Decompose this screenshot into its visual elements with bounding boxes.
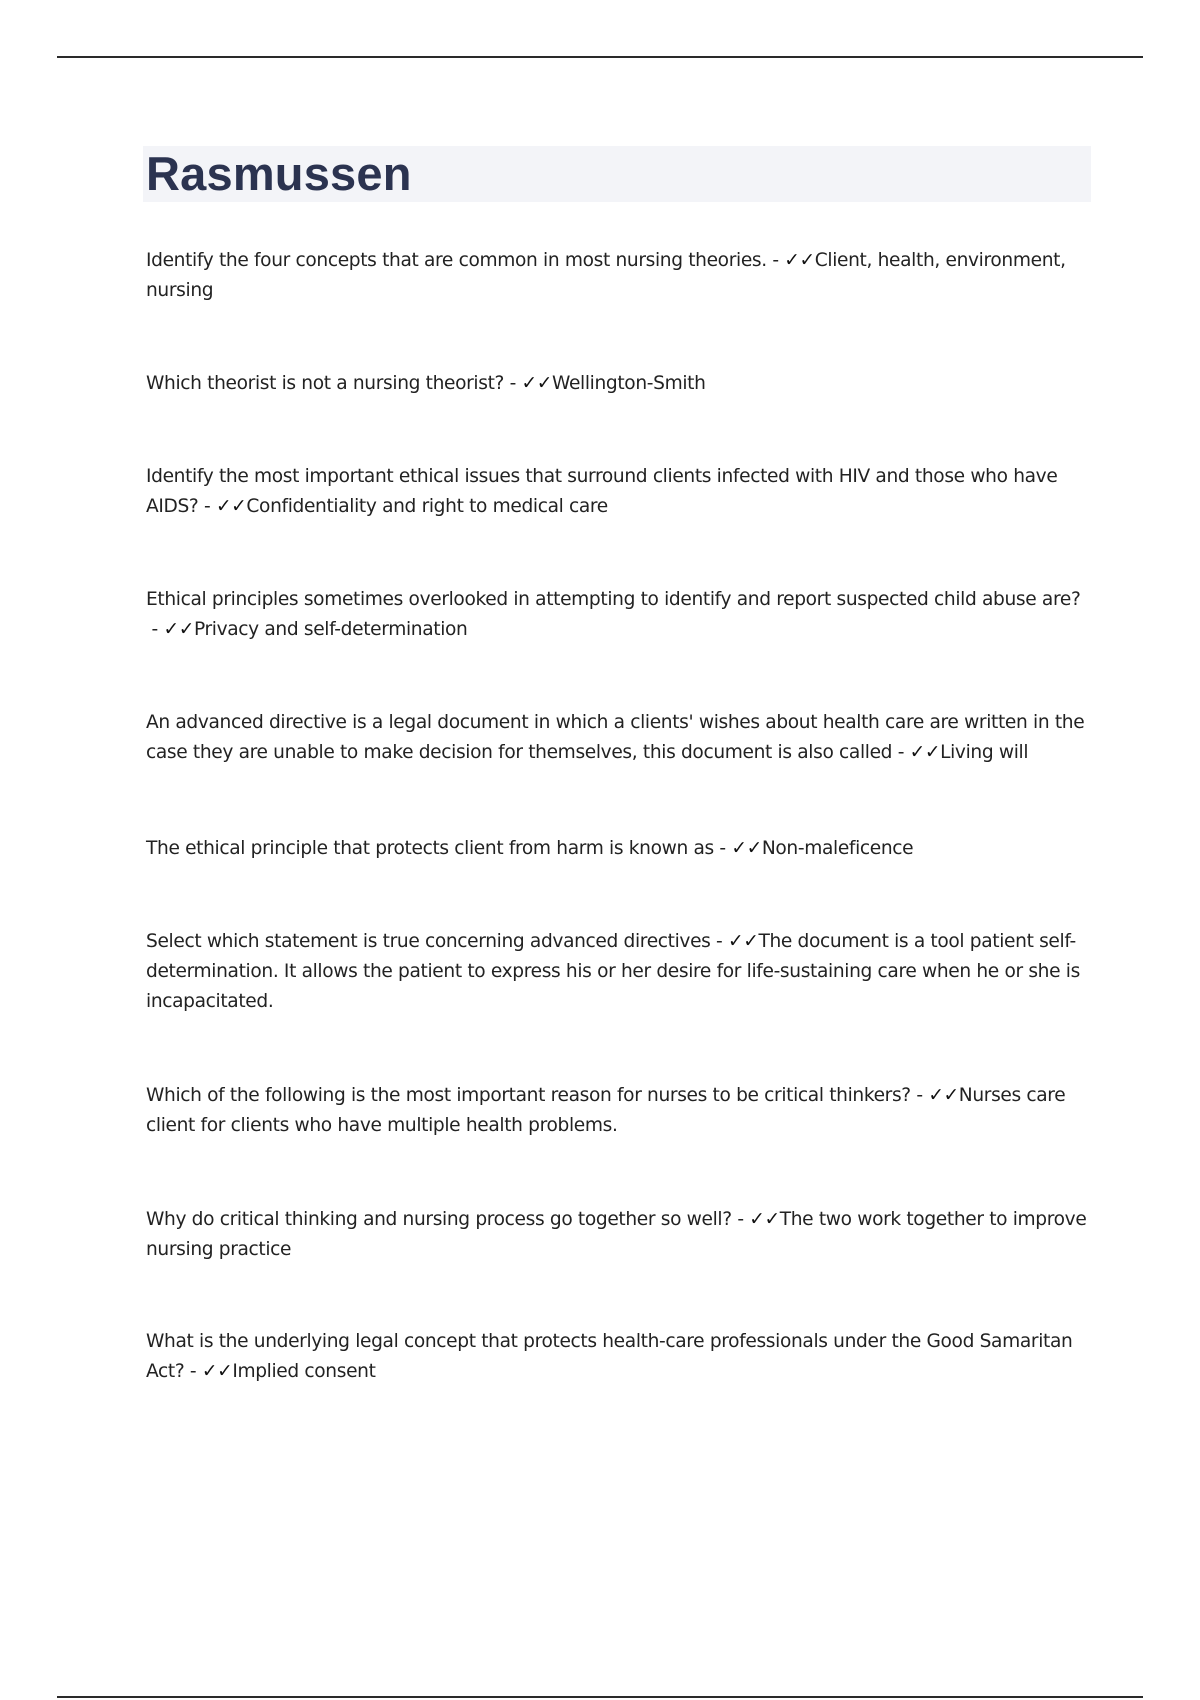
separator: -	[504, 373, 522, 394]
question-text: Ethical principles sometimes overlooked in attempting to identify and report suspected child abuse are?	[146, 589, 1081, 610]
qa-item-7	[146, 927, 1091, 1017]
separator: -	[146, 619, 164, 640]
double-check-icon: ✓✓	[928, 1085, 959, 1106]
separator: -	[766, 250, 785, 271]
question-text: Which theorist is not a nursing theorist?	[146, 373, 505, 394]
qa-item-5	[146, 708, 1091, 768]
double-check-icon: ✓✓	[749, 1209, 780, 1230]
double-check-icon: ✓✓	[727, 931, 759, 952]
answer-text: Implied consent	[232, 1361, 376, 1382]
separator: -	[710, 931, 728, 952]
double-check-icon: ✓✓	[215, 496, 247, 517]
separator: -	[892, 742, 910, 763]
question-text: Why do critical thinking and nursing process go together so well?	[146, 1209, 732, 1230]
qa-item-9	[146, 1205, 1091, 1265]
qa-item-6	[146, 834, 1091, 864]
double-check-icon: ✓✓	[201, 1361, 233, 1382]
top-rule	[57, 56, 1143, 58]
qa-item-8	[146, 1081, 1091, 1141]
answer-text: Client, health, environment, nursing	[146, 250, 1066, 301]
double-check-icon: ✓✓	[784, 250, 815, 271]
qa-item-3	[146, 462, 1091, 522]
answer-text: Non-maleficence	[761, 838, 914, 859]
double-check-icon: ✓✓	[163, 619, 194, 640]
qa-item-4	[146, 585, 1091, 645]
answer-text: Nurses care client for clients who have multiple health problems.	[146, 1085, 1066, 1136]
question-text: What is the underlying legal concept that protects health-care professionals under the Good Samaritan Act?	[146, 1331, 1073, 1382]
separator: -	[731, 1209, 750, 1230]
qa-item-1	[146, 246, 1091, 306]
separator: -	[713, 838, 732, 859]
answer-text: Privacy and self-determination	[193, 619, 468, 640]
qa-item-10	[146, 1327, 1091, 1387]
double-check-icon: ✓✓	[909, 742, 941, 763]
bottom-rule	[57, 1696, 1143, 1698]
answer-text: Wellington-Smith	[552, 373, 706, 394]
question-text: Which of the following is the most important reason for nurses to be critical thinkers?	[146, 1085, 911, 1106]
separator: -	[198, 496, 216, 517]
question-text: Identify the four concepts that are common in most nursing theories.	[146, 250, 767, 271]
answer-text: The document is a tool patient self-determination. It allows the patient to express his or her desire for life-sustaining care when he or she is incapacitated.	[146, 931, 1080, 1012]
double-check-icon: ✓✓	[521, 373, 552, 394]
answer-text: Living will	[940, 742, 1029, 763]
separator: -	[184, 1361, 202, 1382]
answer-text: The two work together to improve nursing practice	[146, 1209, 1087, 1260]
double-check-icon: ✓✓	[731, 838, 762, 859]
question-text: Identify the most important ethical issues that surround clients infected with HIV and those who have AIDS?	[146, 466, 1058, 517]
question-text: An advanced directive is a legal document in which a clients' wishes about health care are written in the case they are unable to make decision for themselves, this document is also called	[146, 712, 1085, 763]
answer-text: Confidentiality and right to medical care	[246, 496, 608, 517]
question-text: Select which statement is true concerning advanced directives	[146, 931, 711, 952]
document-title: Rasmussen	[146, 147, 412, 200]
separator: -	[910, 1085, 929, 1106]
qa-item-2	[146, 369, 1091, 399]
question-text: The ethical principle that protects client from harm is known as	[146, 838, 714, 859]
